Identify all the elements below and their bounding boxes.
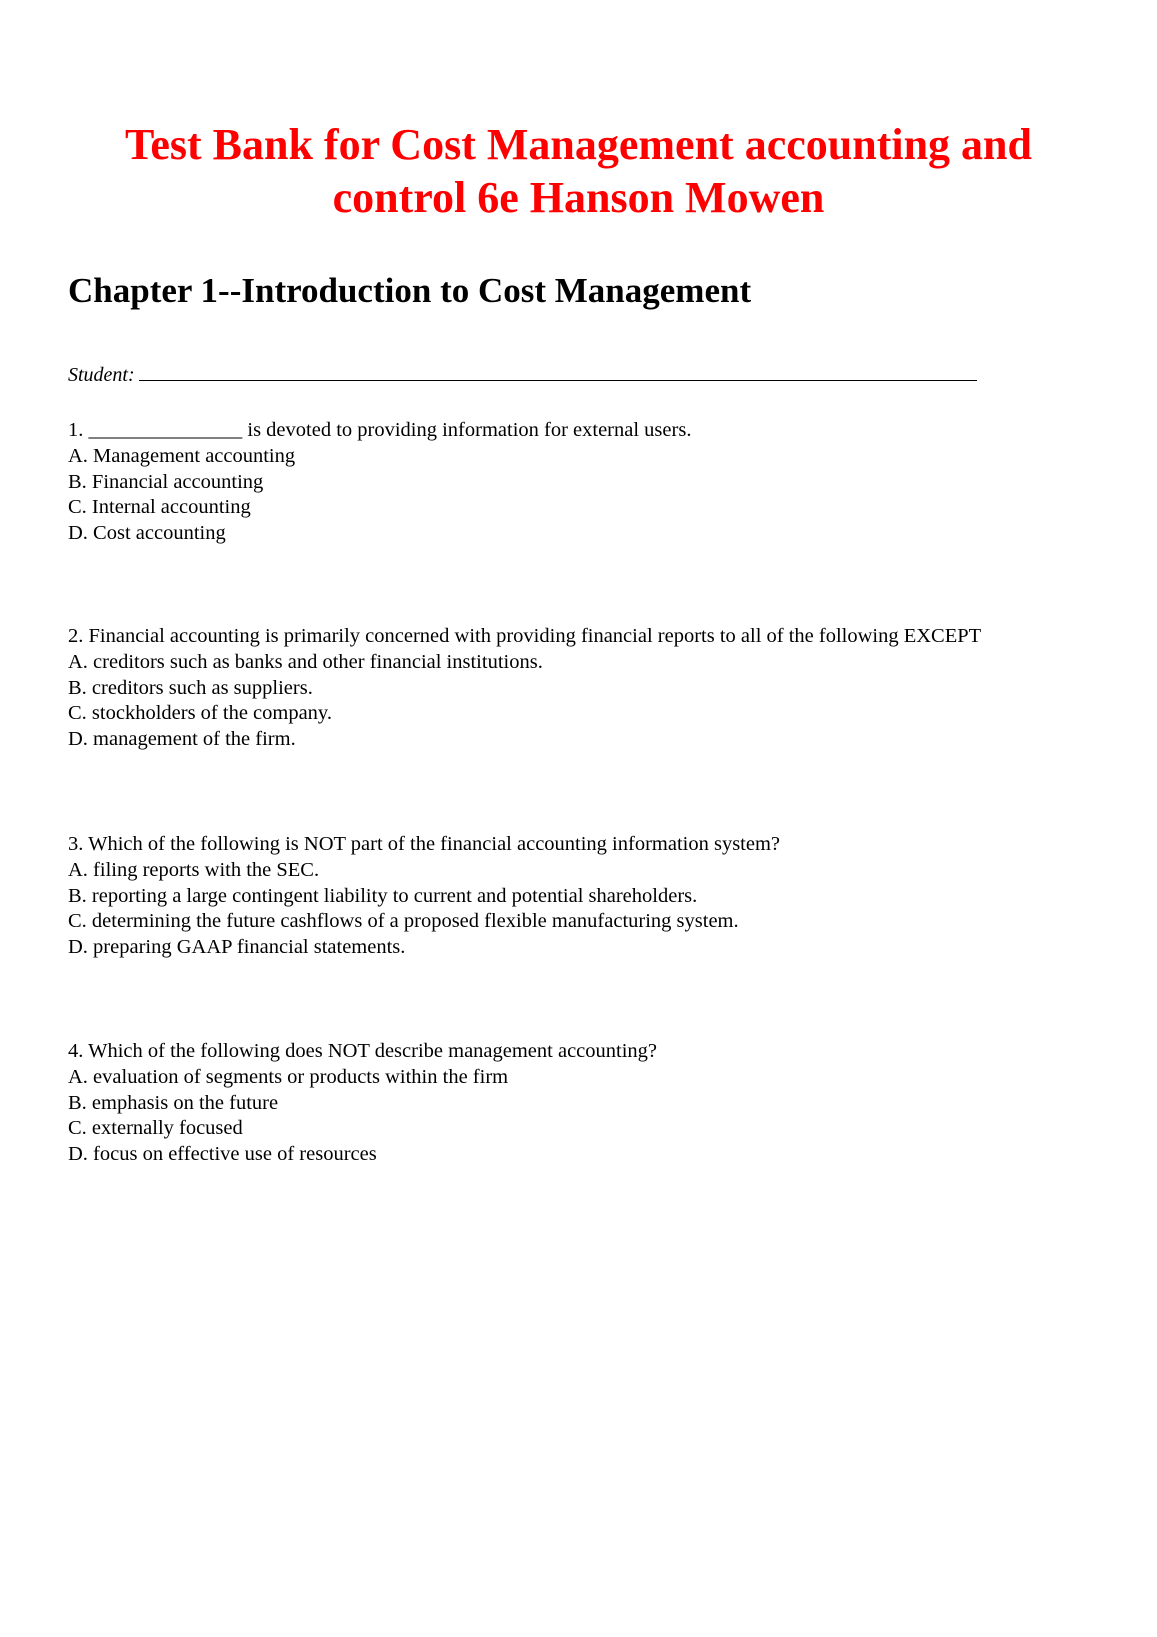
question-stem-text: is devoted to providing information for external users. — [247, 419, 692, 441]
answer-option-a: A. Management accounting — [68, 444, 296, 467]
answer-option-a: A. filing reports with the SEC. — [68, 858, 320, 881]
student-name-blank — [139, 362, 977, 381]
answer-option-c: C. Internal accounting — [68, 496, 251, 519]
question-4 — [68, 1039, 1148, 1168]
answer-option-b: B. Financial accounting — [68, 470, 264, 493]
question-stem — [68, 418, 1148, 444]
answer-blank: _______________ — [88, 419, 243, 441]
answer-option-b: B. creditors such as suppliers. — [68, 676, 313, 699]
question-stem: 4. Which of the following does NOT describe management accounting? — [68, 1040, 658, 1062]
question-1 — [68, 418, 1148, 547]
question-number: 1. — [68, 419, 84, 441]
answer-option-b: B. emphasis on the future — [68, 1091, 279, 1114]
answer-option-c: C. determining the future cashflows of a proposed flexible manufacturing system. — [68, 910, 739, 933]
answer-option-d: D. preparing GAAP financial statements. — [68, 936, 406, 959]
question-stem: 2. Financial accounting is primarily concerned with providing financial reports to all of the following EXCEPT — [68, 625, 982, 647]
answer-option-c: C. stockholders of the company. — [68, 702, 332, 725]
answer-option-d: D. focus on effective use of resources — [68, 1143, 377, 1166]
answer-option-b: B. reporting a large contingent liability to current and potential shareholders. — [68, 884, 698, 907]
student-label: Student: — [68, 364, 135, 386]
question-3 — [68, 832, 1148, 961]
question-stem: 3. Which of the following is NOT part of the financial accounting information system? — [68, 833, 781, 855]
answer-option-a: A. evaluation of segments or products within the firm — [68, 1065, 509, 1088]
student-name-line — [68, 362, 977, 388]
document-title — [60, 118, 1097, 224]
answer-option-d: D. Cost accounting — [68, 522, 226, 545]
chapter-title: Chapter 1--Introduction to Cost Management — [68, 271, 752, 310]
document-title-line-1: Test Bank for Cost Management accounting and — [125, 120, 1032, 169]
answer-option-c: C. externally focused — [68, 1117, 243, 1140]
answer-option-d: D. management of the firm. — [68, 728, 296, 751]
document-title-line-2: control 6e Hanson Mowen — [332, 173, 825, 222]
question-2 — [68, 624, 1148, 753]
answer-option-a: A. creditors such as banks and other financial institutions. — [68, 650, 543, 673]
